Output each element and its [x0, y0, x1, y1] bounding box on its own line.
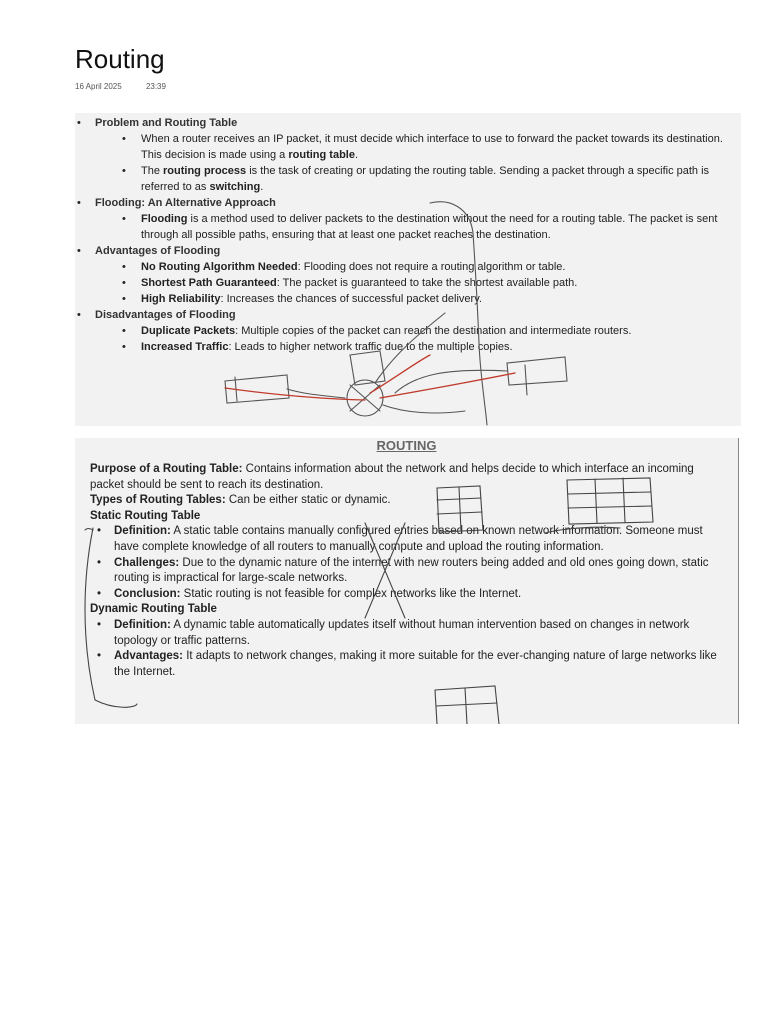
section-disadvantages — [75, 307, 741, 355]
section-problem — [75, 115, 741, 195]
list-item: • Advantages: It adapts to network changes, making it more suitable for the ever-changing nature of large networks like the Internet. — [90, 649, 730, 680]
slide-flooding-image — [75, 113, 741, 426]
slide-routing-image — [75, 438, 739, 724]
section-heading: Problem and Routing Table — [95, 117, 238, 129]
list-item: • Definition: A static table contains manually configured entries based on known network information. Someone must have complete knowledge of all routers to manually compute and upload the routing information. — [90, 524, 730, 555]
page-title: Routing — [75, 44, 165, 74]
section-heading: Flooding: An Alternative Approach — [95, 197, 276, 209]
purpose-paragraph: Purpose of a Routing Table: Contains information about the network and helps decide to which interface an incoming packet should be sent to reach its destination. — [90, 463, 694, 491]
list-item: • High Reliability: Increases the chances of successful packet delivery. — [95, 291, 741, 307]
routing-notes — [90, 462, 730, 680]
list-item: • Definition: A dynamic table automatically updates itself without human intervention based on changes in network topology or traffic patterns. — [90, 618, 730, 649]
flooding-notes — [75, 115, 741, 355]
list-item: • Duplicate Packets: Multiple copies of the packet can reach the destination and intermediate routers. — [95, 323, 741, 339]
list-item: • No Routing Algorithm Needed: Flooding does not require a routing algorithm or table. — [95, 259, 741, 275]
page-time: 23:39 — [145, 82, 166, 91]
section-heading: Disadvantages of Flooding — [95, 309, 236, 321]
section-heading: Advantages of Flooding — [95, 245, 221, 257]
list-item: • Increased Traffic: Leads to higher network traffic due to the multiple copies. — [95, 339, 741, 355]
page-timestamp — [75, 82, 166, 91]
list-item: • Flooding is a method used to deliver packets to the destination without the need for a routing table. The packet is sent through all possible paths, ensuring that at least one packet reaches the destination. — [95, 211, 741, 243]
section-advantages — [75, 243, 741, 307]
slide-title: ROUTING — [376, 438, 437, 453]
list-item: • Shortest Path Guaranteed: The packet is guaranteed to take the shortest available path. — [95, 275, 741, 291]
types-paragraph: Types of Routing Tables: Can be either static or dynamic. — [90, 494, 391, 507]
dynamic-heading: Dynamic Routing Table — [90, 603, 217, 616]
list-item: • When a router receives an IP packet, it must decide which interface to use to forward the packet towards its destination. This decision is made using a routing table. — [95, 131, 741, 163]
list-item: • The routing process is the task of creating or updating the routing table. Sending a packet through a specific path is referred to as switching. — [95, 163, 741, 195]
section-flooding — [75, 195, 741, 243]
page-date: 16 April 2025 — [75, 82, 122, 91]
list-item: • Challenges: Due to the dynamic nature of the internet with new routers being added and old ones going down, static routing is impractical for large-scale networks. — [90, 556, 730, 587]
list-item: • Conclusion: Static routing is not feasible for complex networks like the Internet. — [90, 587, 730, 603]
static-heading: Static Routing Table — [90, 509, 201, 522]
